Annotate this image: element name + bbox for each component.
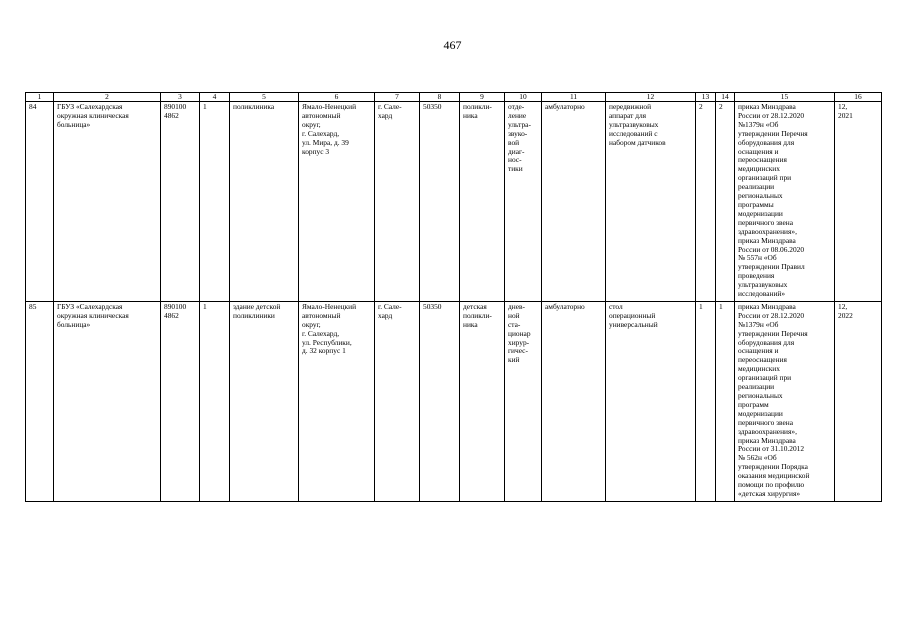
cell-text: проведения [738, 271, 775, 281]
cell-text: ление [508, 110, 527, 120]
cell-text: оказания медицинской [738, 471, 810, 481]
cell-text: звуко- [508, 128, 528, 138]
cell-text: приказ Минздрава [738, 235, 796, 245]
cell-text: 1 [203, 102, 207, 111]
column-header: 11 [542, 93, 606, 102]
cell-text: медицинских [738, 364, 780, 374]
cell-text: 84 [29, 102, 37, 111]
cell-text: ул. Республики, [302, 337, 352, 347]
table-body [26, 102, 882, 502]
cell-text: Ямало-Ненецкий [302, 301, 357, 311]
cell-text: ной [508, 310, 520, 320]
column-header: 2 [54, 93, 161, 102]
cell-text: исследований» [738, 289, 786, 299]
cell-text: нос- [508, 155, 522, 165]
table-cell [460, 301, 505, 501]
cell-text: г. Салехард, [302, 328, 340, 338]
cell-text: кий [508, 355, 520, 365]
table-cell [420, 102, 460, 302]
cell-text: 12, [838, 102, 848, 111]
cell-text: переоснащения [738, 155, 787, 165]
table-cell [735, 102, 835, 302]
cell-text: здравоохранения», [738, 226, 797, 236]
column-header: 5 [230, 93, 299, 102]
table-cell [716, 301, 735, 501]
table-cell [230, 102, 299, 302]
table-cell [735, 301, 835, 501]
cell-text: ультразвуковых [609, 119, 659, 129]
column-header: 14 [716, 93, 735, 102]
cell-text: № 557н «Об [738, 253, 777, 263]
cell-text: д. 32 корпус 1 [302, 346, 346, 356]
table-cell [542, 301, 606, 501]
cell-text: ул. Мира, д. 39 [302, 137, 349, 147]
cell-text: больница» [57, 319, 91, 329]
cell-text: приказ Минздрава [738, 102, 796, 111]
cell-text: утверждении Перечня [738, 328, 808, 338]
cell-text: хард [378, 110, 393, 120]
table-cell [200, 301, 230, 501]
column-header: 13 [696, 93, 716, 102]
cell-text: «детская хирургия» [738, 488, 801, 498]
column-header: 6 [299, 93, 375, 102]
cell-text: автономный [302, 310, 341, 320]
cell-text: 2 [719, 102, 723, 111]
cell-text: реализации [738, 182, 775, 192]
table-cell [54, 301, 161, 501]
cell-text: 1 [719, 301, 723, 311]
table-cell [200, 102, 230, 302]
column-header: 7 [375, 93, 420, 102]
table-cell [716, 102, 735, 302]
cell-text: организаций при [738, 373, 792, 383]
table-cell [696, 102, 716, 302]
cell-text: стол [609, 301, 623, 311]
cell-text: России от 31.10.2012 [738, 444, 805, 454]
cell-text: России от 28.12.2020 [738, 310, 805, 320]
table-cell [460, 102, 505, 302]
cell-text: тики [508, 164, 523, 174]
cell-text: аппарат для [609, 110, 647, 120]
cell-text: ста- [508, 319, 521, 329]
cell-text: №1379н «Об [738, 119, 779, 129]
cell-text: модернизации [738, 208, 783, 218]
cell-text: программы [738, 199, 774, 209]
page-number: 467 [443, 38, 462, 52]
table-cell [299, 102, 375, 302]
cell-text: округ, [302, 119, 321, 129]
cell-text: № 562н «Об [738, 453, 777, 463]
cell-text: универсальный [609, 319, 658, 329]
table-row [26, 301, 882, 501]
table-cell [54, 102, 161, 302]
column-header: 9 [460, 93, 505, 102]
cell-text: поликлиника [233, 102, 275, 111]
cell-text: 50350 [423, 102, 442, 111]
cell-text: 2022 [838, 310, 853, 320]
cell-text: 1 [203, 301, 207, 311]
column-header: 15 [735, 93, 835, 102]
cell-text: первичного звена [738, 217, 794, 227]
table-cell [161, 102, 200, 302]
cell-text: окружная клиническая [57, 110, 129, 120]
cell-text: 50350 [423, 301, 442, 311]
cell-text: региональных [738, 191, 783, 201]
cell-text: ГБУЗ «Салехардская [57, 102, 123, 111]
table-cell [606, 102, 696, 302]
cell-text: г. Сале- [378, 301, 402, 311]
cell-text: ника [463, 319, 478, 329]
cell-text: корпус 3 [302, 146, 330, 156]
cell-text: утверждении Правил [738, 262, 805, 272]
cell-text: автономный [302, 110, 341, 120]
cell-text: приказ Минздрава [738, 301, 796, 311]
cell-text: утверждении Порядка [738, 462, 808, 472]
cell-text: больница» [57, 119, 91, 129]
table-cell [505, 102, 542, 302]
cell-text: помощи по профилю [738, 480, 805, 490]
table-cell [835, 301, 882, 501]
cell-text: России от 08.06.2020 [738, 244, 805, 254]
cell-text: г. Салехард, [302, 128, 340, 138]
cell-text: здание детской [233, 301, 281, 311]
table-cell [542, 102, 606, 302]
cell-text: первичного звена [738, 417, 794, 427]
cell-text: реализации [738, 382, 775, 392]
table-cell [420, 301, 460, 501]
cell-text: оснащения и [738, 146, 779, 156]
cell-text: округ, [302, 319, 321, 329]
cell-text: 890100 [164, 301, 187, 311]
cell-text: поликли- [463, 310, 492, 320]
cell-text: медицинских [738, 164, 780, 174]
cell-text: 85 [29, 301, 37, 311]
cell-text: 4862 [164, 310, 179, 320]
column-header: 8 [420, 93, 460, 102]
cell-text: 4862 [164, 110, 179, 120]
cell-text: ционар [508, 328, 531, 338]
table-cell [230, 301, 299, 501]
cell-text: №1379н «Об [738, 319, 779, 329]
cell-text: 2021 [838, 110, 853, 120]
cell-text: передвижной [609, 102, 652, 111]
cell-text: здравоохранения», [738, 426, 797, 436]
column-header: 1 [26, 93, 54, 102]
table-cell [505, 301, 542, 501]
column-header: 4 [200, 93, 230, 102]
cell-text: оборудования для [738, 337, 795, 347]
cell-text: утверждении Перечня [738, 128, 808, 138]
column-header: 3 [161, 93, 200, 102]
cell-text: программ [738, 399, 769, 409]
table-cell [161, 301, 200, 501]
cell-text: поликли- [463, 102, 492, 111]
cell-text: ультра- [508, 119, 531, 129]
cell-text: хард [378, 310, 393, 320]
cell-text: вой [508, 137, 520, 147]
table-cell [26, 102, 54, 302]
table-cell [26, 301, 54, 501]
column-header: 12 [606, 93, 696, 102]
cell-text: хирур- [508, 337, 530, 347]
cell-text: исследований с [609, 128, 658, 138]
cell-text: операционный [609, 310, 656, 320]
cell-text: 12, [838, 301, 848, 311]
cell-text: днев- [508, 301, 525, 311]
column-header: 16 [835, 93, 882, 102]
cell-text: поликлиники [233, 310, 275, 320]
cell-text: России от 28.12.2020 [738, 110, 805, 120]
cell-text: 890100 [164, 102, 187, 111]
cell-text: 1 [699, 301, 703, 311]
cell-text: ника [463, 110, 478, 120]
cell-text: окружная клиническая [57, 310, 129, 320]
cell-text: г. Сале- [378, 102, 402, 111]
cell-text: региональных [738, 391, 783, 400]
cell-text: переоснащения [738, 355, 787, 365]
equipment-table [25, 92, 882, 502]
table-cell [299, 301, 375, 501]
cell-text: организаций при [738, 173, 792, 183]
cell-text: отде- [508, 102, 525, 111]
table-cell [375, 102, 420, 302]
cell-text: оборудования для [738, 137, 795, 147]
cell-text: ультразвуковых [738, 280, 788, 290]
cell-text: диаг- [508, 146, 525, 156]
cell-text: Ямало-Ненецкий [302, 102, 357, 111]
column-header: 10 [505, 93, 542, 102]
table-cell [696, 301, 716, 501]
cell-text: гичес- [508, 346, 528, 356]
table-cell [835, 102, 882, 302]
cell-text: амбулаторно [545, 102, 585, 111]
cell-text: 2 [699, 102, 703, 111]
cell-text: приказ Минздрава [738, 435, 796, 445]
cell-text: набором датчиков [609, 137, 666, 147]
cell-text: ГБУЗ «Салехардская [57, 301, 123, 311]
header-row [26, 93, 882, 102]
cell-text: детская [463, 301, 487, 311]
table-cell [606, 301, 696, 501]
table-cell [375, 301, 420, 501]
cell-text: оснащения и [738, 346, 779, 356]
cell-text: модернизации [738, 408, 783, 418]
table-row [26, 102, 882, 302]
cell-text: амбулаторно [545, 301, 585, 311]
